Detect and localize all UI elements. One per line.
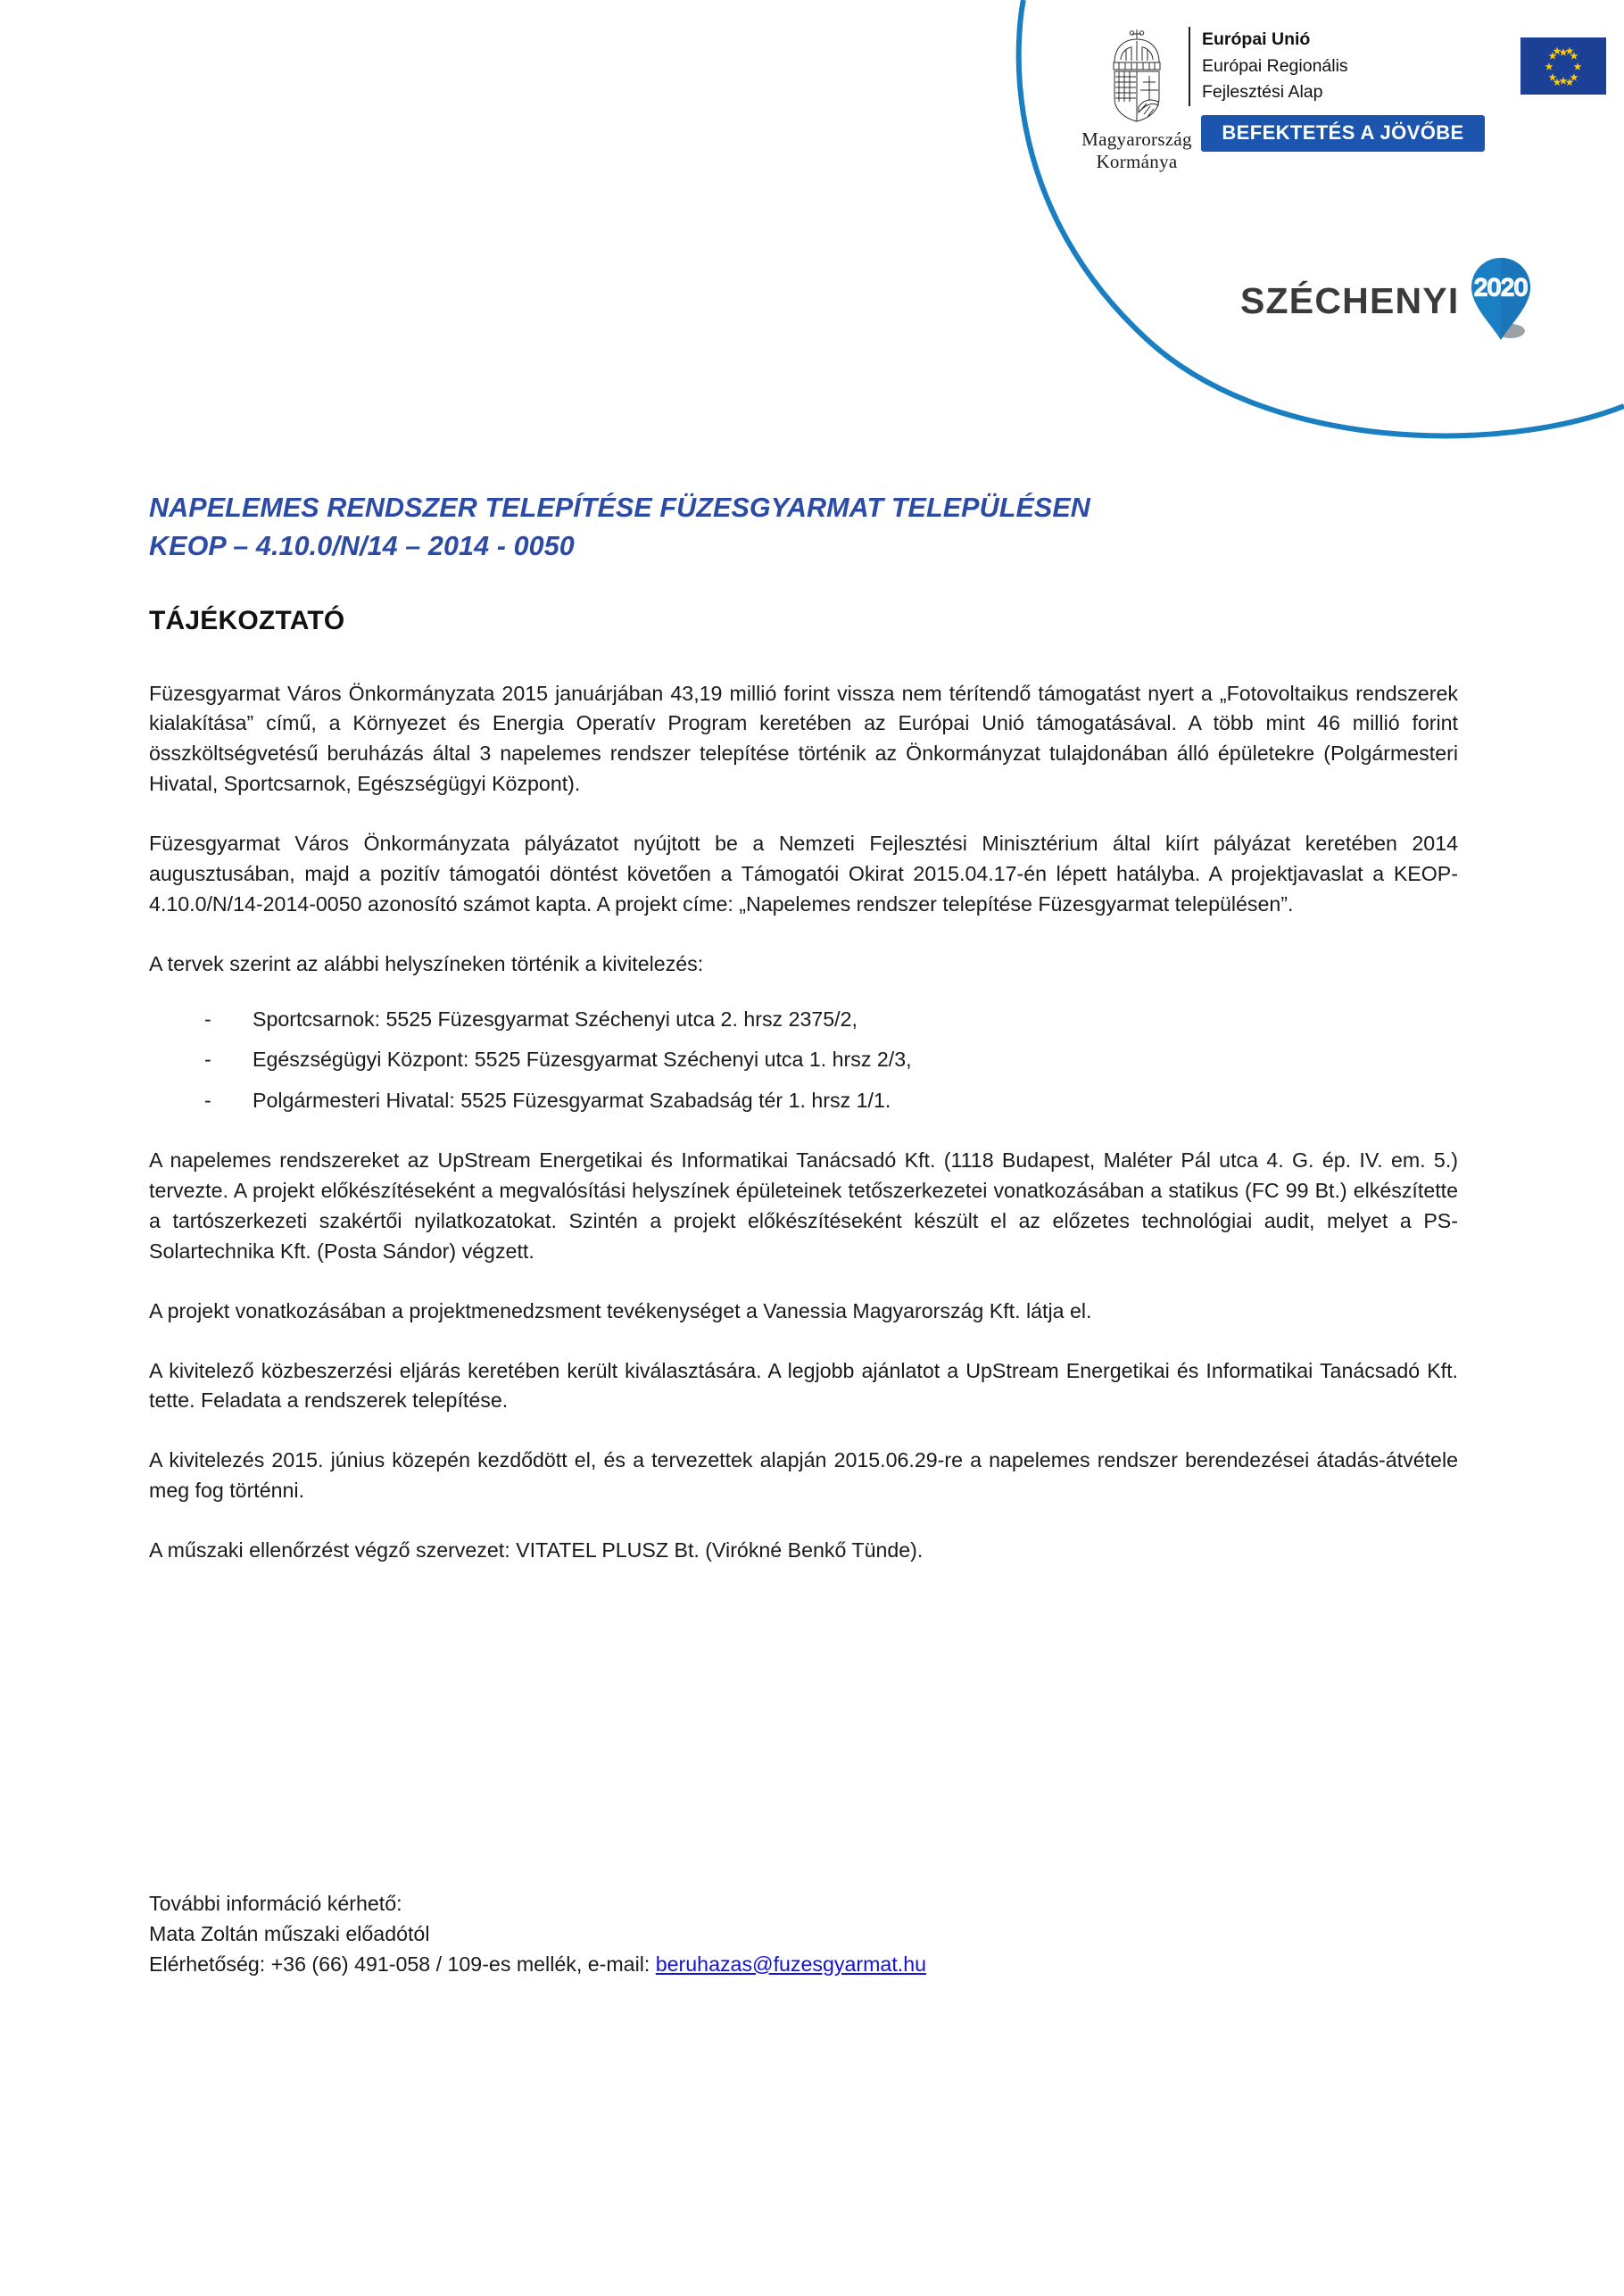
bullet-dash: -: [204, 1089, 211, 1113]
paragraph-5: A kivitelező közbeszerzési eljárás keretében került kiválasztására. A legjobb ajánlatot a UpStream Energetikai és Informatikai Tanácsadó Kft. tette. Feladata a rendszerek telepítése.: [149, 1358, 1458, 1413]
list-item: [149, 1086, 1458, 1116]
footer-contact-prefix: Elérhetőség: +36 (66) 491-058 / 109-es mellék, e-mail:: [149, 1952, 656, 1976]
vertical-divider: [1189, 27, 1190, 106]
szechenyi-2020-logo: [1240, 254, 1537, 348]
list-item: [149, 1045, 1458, 1075]
paragraph-4: A projekt vonatkozásában a projektmenedzsment tevékenységet a Vanessia Magyarország Kft. látja el.: [149, 1298, 1092, 1322]
bullet-dash: -: [204, 1007, 211, 1031]
list-item-label: Sportcsarnok: 5525 Füzesgyarmat Széchenyi utca 2. hrsz 2375/2,: [253, 1007, 858, 1031]
page-title: [149, 489, 1458, 567]
paragraph-1: Füzesgyarmat Város Önkormányzata 2015 januárjában 43,19 millió forint vissza nem térítendő támogatást nyert a „Fotovoltaikus rendszerek kialakítása” című, a Környezet és Energia Operatív Program keretében az Európai Unió támogatásával. A több mint 46 millió forint összköltségvetésű beruházás által 3 napelemes rendszer telepítése történik az Önkormányzat tulajdonában álló épületekre (Polgármesteri Hivatal, Sportcsarnok, Egészségügyi Központ).: [149, 681, 1458, 796]
header-logo-block: [1081, 27, 1606, 173]
list-item-label: Egészségügyi Központ: 5525 Füzesgyarmat Széchenyi utca 1. hrsz 2/3,: [253, 1048, 912, 1072]
locations-intro: A tervek szerint az alábbi helyszíneken történik a kivitelezés:: [149, 951, 704, 975]
footer-line-2: Mata Zoltán műszaki előadótól: [149, 1921, 430, 1945]
bullet-dash: -: [204, 1048, 211, 1072]
paragraph-3: A napelemes rendszereket az UpStream Energetikai és Informatikai Tanácsadó Kft. (1118 Budapest, Maléter Pál utca 4. G. ép. IV. em. 5.) tervezte. A projekt előkészítéseként a megvalósítási helyszínek épületeinek tetőszerkezetei vonatkozásában a statikus (FC 99 Bt.) elkészítette a tartószerkezeti szakértői nyilatkozatokat. Szintén a projekt előkészítéseként készült el az előzetes technológiai audit, melyet a PS-Solartechnika Kft. (Posta Sándor) végzett.: [149, 1148, 1458, 1263]
coat-of-arms-caption: [1081, 128, 1192, 173]
szechenyi-pin-icon: [1464, 254, 1537, 348]
page-subtitle: TÁJÉKOZTATÓ: [149, 605, 345, 635]
list-item-label: Polgármesteri Hivatal: 5525 Füzesgyarmat Szabadság tér 1. hrsz 1/1.: [253, 1089, 891, 1113]
befektetes-badge: BEFEKTETÉS A JÖVŐBE: [1201, 115, 1485, 152]
coat-of-arms-line1: Magyarország: [1081, 128, 1192, 150]
eu-emblem-block: [1189, 27, 1606, 152]
footer-line-3: [149, 1950, 1309, 1980]
hungary-coat-of-arms: [1081, 27, 1192, 173]
eu-line-1: Európai Unió: [1202, 29, 1311, 49]
locations-list: [149, 1005, 1458, 1117]
paragraph-6: A kivitelezés 2015. június közepén kezdődött el, és a tervezettek alapján 2015.06.29-re a napelemes rendszer berendezései átadás-átvétele meg fog történni.: [149, 1448, 1458, 1503]
email-link[interactable]: beruhazas@fuzesgyarmat.hu: [655, 1952, 927, 1976]
szechenyi-year: 2020: [1474, 274, 1529, 301]
page-title-line2: KEOP – 4.10.0/N/14 – 2014 - 0050: [149, 531, 575, 562]
list-item: [149, 1005, 1458, 1035]
contact-footer: [149, 1889, 1309, 1980]
footer-line-1: További információ kérhető:: [149, 1892, 402, 1915]
eu-line-3: Fejlesztési Alap: [1202, 82, 1323, 103]
paragraph-2: Füzesgyarmat Város Önkormányzata pályázatot nyújtott be a Nemzeti Fejlesztési Minisztérium által kiírt pályázat keretében 2014 augusztusában, majd a pozitív támogatói döntést követően a Támogatói Okirat 2015.04.17-én lépett hatályba. A projektjavaslat a KEOP-4.10.0/N/14-2014-0050 azonosító számot kapta. A projekt címe: „Napelemes rendszer telepítése Füzesgyarmat településen”.: [149, 832, 1458, 916]
document-content: [149, 489, 1458, 1566]
paragraph-7: A műszaki ellenőrzést végző szervezet: VITATEL PLUSZ Bt. (Virókné Benkő Tünde).: [149, 1538, 924, 1562]
szechenyi-wordmark: SZÉCHENYI: [1240, 280, 1460, 321]
page-title-line1: NAPELEMES RENDSZER TELEPÍTÉSE FÜZESGYARMAT TELEPÜLÉSEN: [149, 493, 1090, 523]
eu-flag-icon: [1520, 37, 1606, 95]
coat-of-arms-line2: Kormánya: [1096, 150, 1178, 172]
eu-line-2: Európai Regionális: [1202, 55, 1348, 76]
